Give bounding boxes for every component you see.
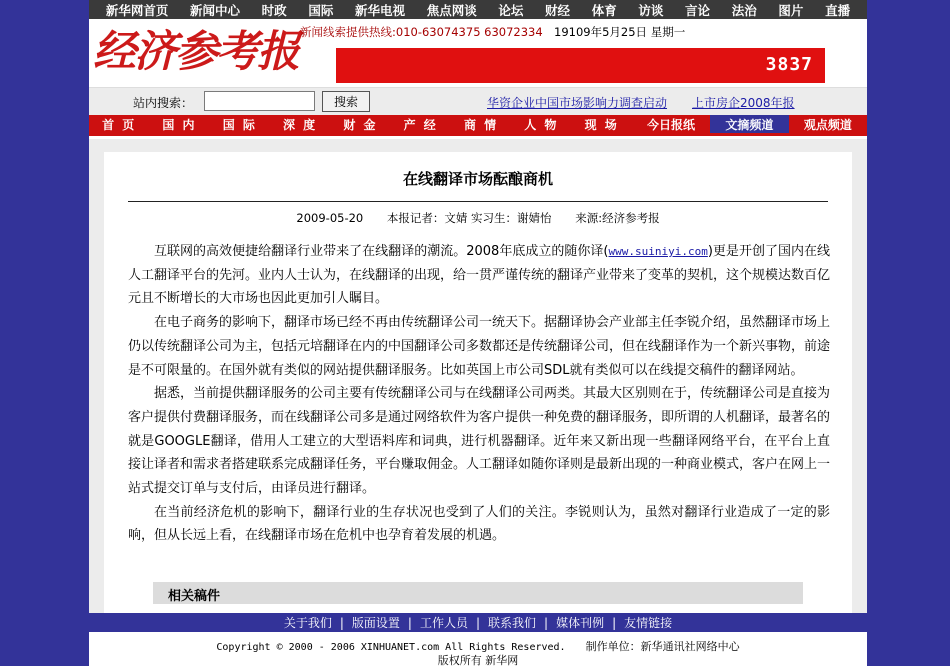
logo[interactable] — [93, 23, 298, 81]
paragraph-text: )更是开创了国内在线人工翻译平台的先河。业内人士认为，在线翻译的出现，给一贯严谨传统的翻译产业带来了变革的契机，这个规模达数百亿元且不断增长的大市场也因此更加引人瞩目。 — [128, 244, 831, 307]
article-title: 在线翻译市场酝酿商机 — [402, 170, 553, 188]
top-nav-item-live[interactable]: 直播 — [825, 2, 851, 18]
channel-item-international[interactable]: 国 际 — [222, 118, 257, 132]
producer-text: 制作单位：新华通讯社网络中心 — [585, 640, 740, 653]
annual-report-link[interactable]: 上市房企2008年报 — [692, 96, 795, 110]
logo-text: 经济参考报 — [93, 27, 298, 77]
bottom-nav-layout[interactable]: 版面设置 — [351, 616, 400, 630]
bottom-nav-staff[interactable]: 工作人员 — [419, 616, 468, 630]
news-hotline: 新闻线索提供热线:010-63074375 63072334 — [300, 25, 543, 39]
separator: | — [612, 615, 617, 630]
footer — [89, 634, 867, 666]
bottom-nav-about[interactable]: 关于我们 — [283, 616, 332, 630]
channel-item-business[interactable]: 商 情 — [463, 118, 499, 132]
top-nav-item-opinion[interactable]: 言论 — [685, 2, 711, 18]
search-label: 站内搜索： — [133, 96, 194, 110]
channel-item-viewpoint[interactable]: 观点频道 — [803, 118, 852, 132]
top-nav-item-interview[interactable]: 访谈 — [638, 2, 664, 18]
top-nav-item-home[interactable]: 新华网首页 — [105, 2, 169, 18]
article-body — [128, 240, 830, 548]
channel-nav — [89, 115, 867, 136]
channel-item-finance[interactable]: 财 金 — [343, 118, 378, 132]
channel-item-people[interactable]: 人 物 — [524, 118, 559, 132]
article-meta — [104, 210, 852, 226]
search-bar — [89, 87, 867, 115]
separator: | — [407, 615, 412, 630]
top-nav-item-photo[interactable]: 图片 — [778, 2, 804, 18]
top-nav-item-forum[interactable]: 论坛 — [498, 2, 524, 18]
channel-item-today-paper[interactable]: 今日报纸 — [647, 118, 696, 132]
article-date: 2009-05-20 — [296, 211, 364, 225]
top-nav-item-sports[interactable]: 体育 — [591, 2, 617, 18]
top-nav-item-news[interactable]: 新闻中心 — [190, 2, 241, 18]
survey-link[interactable]: 华资企业中国市场影响力调查启动 — [487, 96, 668, 110]
separator: | — [339, 615, 344, 630]
separator: | — [544, 615, 549, 630]
top-nav — [89, 0, 867, 19]
rights-text: 版权所有 新华网 — [437, 654, 519, 666]
separator: | — [475, 615, 481, 630]
article-paragraph — [128, 240, 830, 311]
bottom-nav-media-rates[interactable]: 媒体刊例 — [556, 616, 605, 630]
search-button[interactable]: 搜索 — [322, 91, 370, 112]
copyright-text: Copyright © 2000 - 2006 XINHUANET.com All Rights Reserved. — [216, 642, 566, 653]
article-reporter: 本报记者：文婧 实习生：谢婧怡 — [386, 211, 552, 225]
channel-item-depth[interactable]: 深 度 — [283, 118, 318, 132]
top-nav-item-tv[interactable]: 新华电视 — [355, 2, 406, 18]
current-date: 19109年5月25日 星期一 — [554, 25, 686, 39]
ad-banner[interactable] — [336, 48, 825, 83]
paragraph-text: 互联网的高效便捷给翻译行业带来了在线翻译的潮流。2008年底成立的随你译( — [154, 244, 609, 259]
channel-item-scene[interactable]: 现 场 — [584, 118, 619, 132]
search-input[interactable] — [204, 91, 315, 111]
channel-item-home[interactable]: 首 页 — [102, 118, 137, 132]
article-paragraph: 在电子商务的影响下，翻译市场已经不再由传统翻译公司一统天下。据翻译协会产业部主任李锐介绍，虽然翻译市场上仍以传统翻译公司为主，包括元培翻译在内的中国翻译公司多数都还是传统翻译公司，但在线翻译作为一个新兴事物，前途是不可限量的。在国外就有类似的网站提供翻译服务。比如英国上市公司SDL就有类似可以在线提交稿件的翻译网站。 — [128, 315, 831, 378]
bottom-nav — [89, 613, 867, 632]
suiniyi-link[interactable]: www.suiniyi.com — [608, 245, 708, 258]
related-articles-header — [153, 582, 803, 604]
banner-number: 3837 — [765, 54, 813, 75]
header — [89, 19, 867, 87]
top-nav-item-world[interactable]: 国际 — [308, 2, 334, 18]
top-nav-item-finance[interactable]: 财经 — [545, 2, 571, 18]
top-nav-item-focus[interactable]: 焦点网谈 — [426, 2, 477, 18]
article-paragraph: 据悉，当前提供翻译服务的公司主要有传统翻译公司与在线翻译公司两类。其最大区别则在于，传统翻译公司是直接为客户提供付费翻译服务，而在线翻译公司多是通过网络软件为客户提供一种免费的翻译服务，即所谓的人机翻译，最著名的就是GOOGLE翻译，借用人工建立的大型语料库和词典，进行机器翻译。近年来又新出现一些翻译网络平台，在平台上直接让译者和需求者搭建联系完成翻译任务，平台赚取佣金。人工翻译如随你译则是最新出现的一种商业模式，客户在网上一站式提交订单与支付后，由译员进行翻译。 — [128, 386, 831, 497]
channel-item-digest[interactable]: 文摘频道 — [710, 115, 788, 133]
article-paragraph: 在当前经济危机的影响下，翻译行业的生存状况也受到了人们的关注。李锐则认为，虽然对翻译行业造成了一定的影响，但从长远上看，在线翻译市场在危机中也孕育着发展的机遇。 — [128, 504, 830, 544]
channel-item-industry[interactable]: 产 经 — [403, 118, 438, 132]
top-nav-item-politics[interactable]: 时政 — [261, 2, 287, 18]
bottom-nav-contact[interactable]: 联系我们 — [488, 616, 537, 630]
bottom-nav-links[interactable]: 友情链接 — [624, 616, 673, 630]
title-divider — [128, 201, 828, 202]
channel-item-domestic[interactable]: 国 内 — [162, 118, 197, 132]
page-container — [89, 0, 867, 666]
related-articles-title: 相关稿件 — [168, 589, 221, 604]
top-nav-item-law[interactable]: 法治 — [731, 2, 757, 18]
article — [104, 152, 852, 613]
article-source: 来源:经济参考报 — [575, 211, 660, 225]
